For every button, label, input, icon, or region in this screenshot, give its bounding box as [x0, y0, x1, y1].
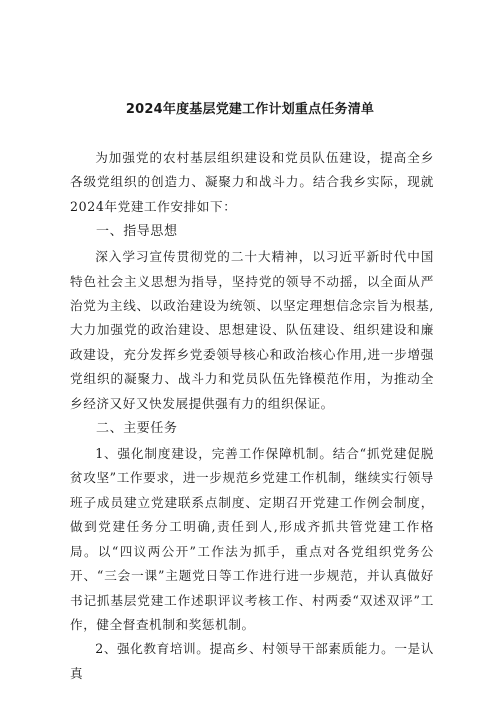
document-body: [70, 146, 434, 686]
main-tasks-paragraph-2: 2、强化教育培训。提高乡、村领导干部素质能力。一是认真: [70, 641, 434, 681]
guiding-ideology-paragraph: 深入学习宣传贯彻党的二十大精神，以习近平新时代中国特色社会主义思想为指导，坚持党的领导不动摇，以全面从严治党为主线、以政治建设为统领、以坚定理想信念宗旨为根基,大力加强党的政治建设、思想建设、队伍建设、组织建设和廉政建设，充分发挥乡党委领导核心和政治核心作用,进一步增强党组织的凝聚力、战斗力和党员队伍先锋模范作用，为推动全乡经济又好又快发展提供强有力的组织保证。: [70, 249, 434, 411]
section-heading-main-tasks: 二、主要任务: [96, 421, 178, 437]
intro-paragraph: 为加强党的农村基层组织建设和党员队伍建设，提高全乡各级党组织的创造力、凝聚力和战斗力。结合我乡实际，现就2024年党建工作安排如下：: [70, 150, 434, 214]
section-heading-guiding-ideology: 一、指导思想: [96, 224, 178, 240]
document-title: 2024年度基层党建工作计划重点任务清单: [125, 102, 375, 117]
main-tasks-paragraph-1: 1、强化制度建设，完善工作保障机制。结合“抓党建促脱贫攻坚”工作要求，进一步规范乡党建工作机制，继续实行领导班子成员建立党建联系点制度、定期召开党建工作例会制度，做到党建任务分工明确,责任到人,形成齐抓共管党建工作格局。以“四议两公开”工作法为抓手，重点对各党组织党务公开、“三会一课”主题党日等工作进行进一步规范，并认真做好书记抓基层党建工作述职评议考核工作、村两委“双述双评”工作，健全督查机制和奖惩机制。: [70, 446, 434, 632]
